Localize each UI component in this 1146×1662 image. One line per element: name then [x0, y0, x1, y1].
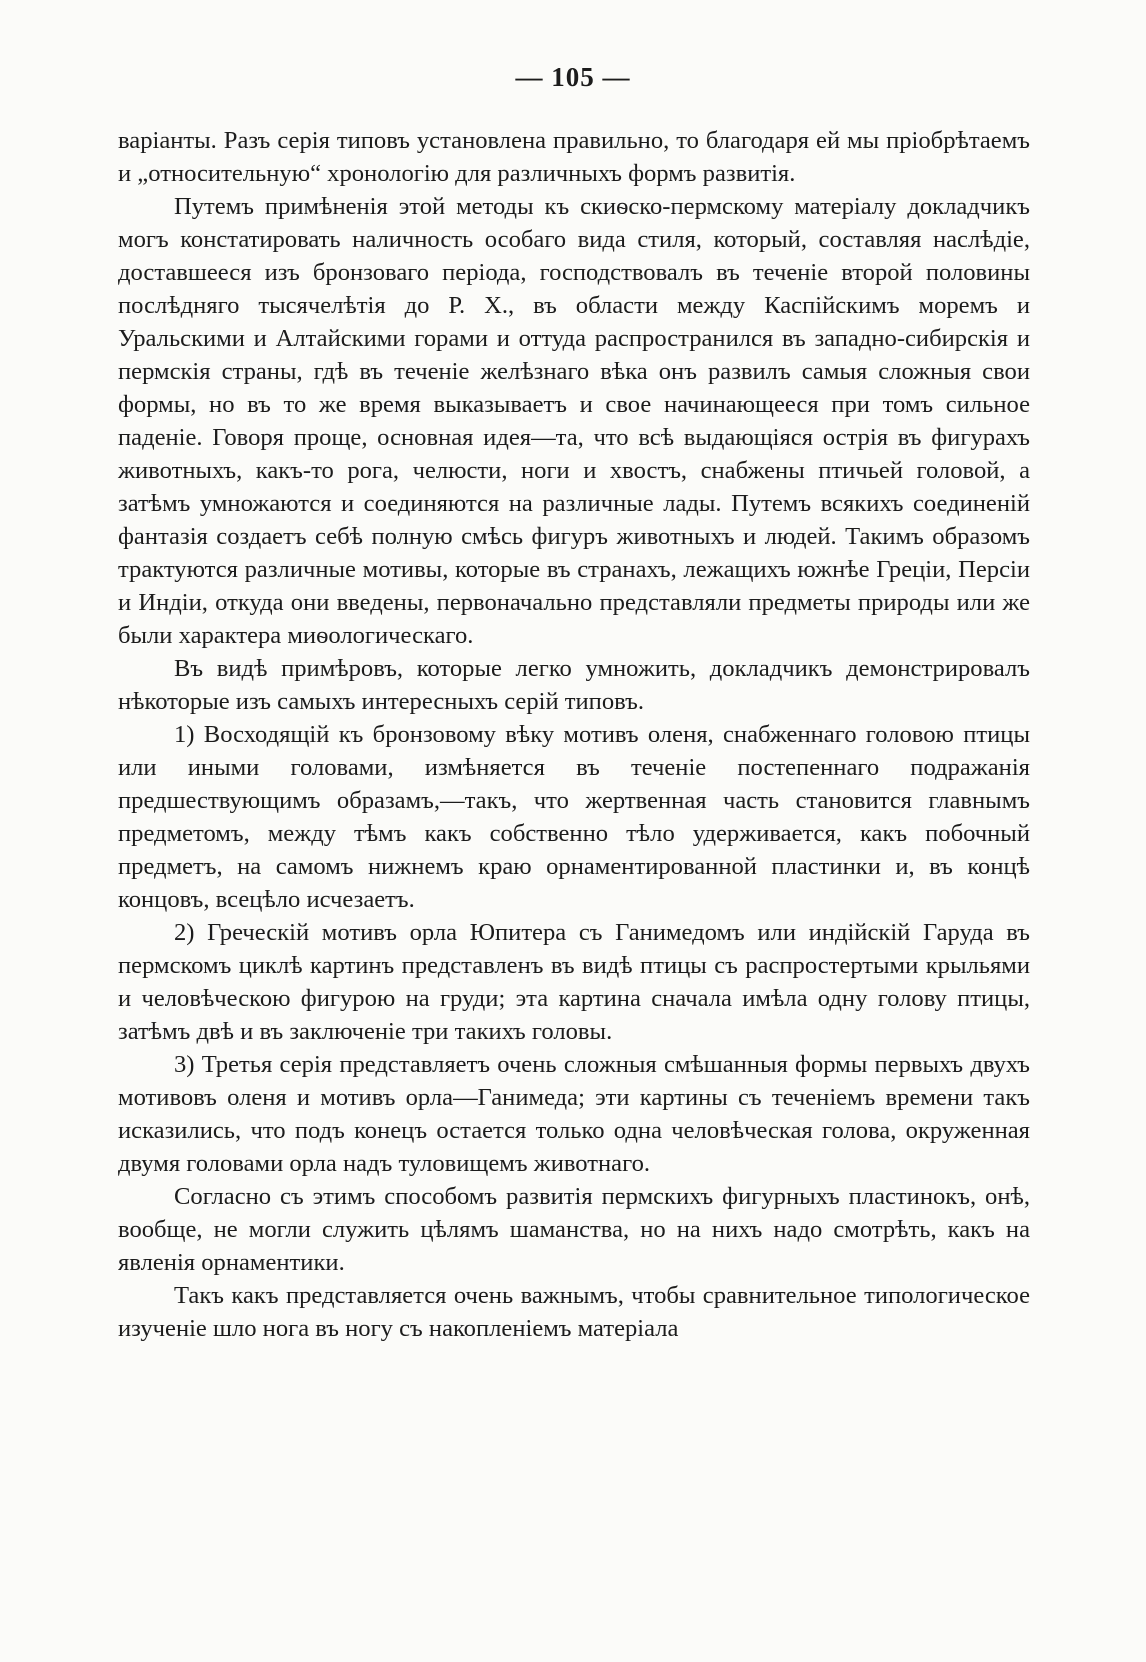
paragraph-3: Въ видѣ примѣровъ, которые легко умножить, докладчикъ демонстрировалъ нѣкоторые изъ самыхъ интересныхъ серій типовъ. [118, 655, 1030, 715]
list-item-1: 1) Восходящій къ бронзовому вѣку мотивъ оленя, снабженнаго головою птицы или иными головами, измѣняется въ теченіе постепеннаго подражанія предшествующимъ образамъ,—такъ, что жертвенная часть становится главнымъ предметомъ, между тѣмъ какъ собственно тѣло удерживается, какъ побочный предметъ, на самомъ нижнемъ краю орнаментированной пластинки и, въ концѣ концовъ, всецѣло исчезаетъ. [118, 721, 1030, 913]
list-item-3: 3) Третья серія представляетъ очень сложныя смѣшанныя формы первыхъ двухъ мотивовъ оленя и мотивъ орла—Ганимеда; эти картины съ теченіемъ времени такъ исказились, что подъ конецъ остается только одна человѣческая голова, окруженная двумя головами орла надъ туловищемъ животнаго. [118, 1051, 1030, 1177]
paragraph-1: варіанты. Разъ серія типовъ установлена правильно, то благодаря ей мы пріобрѣтаемъ и „относительную“ хронологію для различныхъ формъ развитія. [118, 127, 1030, 187]
body-text [118, 124, 1030, 1345]
paragraph-2: Путемъ примѣненія этой методы къ скиѳско-пермскому матеріалу докладчикъ могъ констатировать наличность особаго вида стиля, который, составляя наслѣдіе, доставшееся изъ бронзоваго періода, господствовалъ въ теченіе второй половины послѣдняго тысячелѣтія до Р. Х., въ области между Каспійскимъ моремъ и Уральскими и Алтайскими горами и оттуда распространился въ западно-сибирскія и пермскія страны, гдѣ въ теченіе желѣзнаго вѣка онъ развилъ самыя сложныя свои формы, но въ то же время выказываетъ и свое начинающееся при томъ сильное паденіе. Говоря проще, основная идея—та, что всѣ выдающіяся острія въ фигурахъ животныхъ, какъ-то рога, челюсти, ноги и хвостъ, снабжены птичьей головой, а затѣмъ умножаются и соединяются на различные лады. Путемъ всякихъ соединеній фантазія создаетъ себѣ полную смѣсь фигуръ животныхъ и людей. Такимъ образомъ трактуются различные мотивы, которые въ странахъ, лежащихъ южнѣе Греціи, Персіи и Индіи, откуда они введены, первоначально представляли предметы природы или же были характера миѳологическаго. [118, 193, 1030, 649]
page-number: — 105 — [515, 62, 631, 92]
list-item-2: 2) Греческій мотивъ орла Юпитера съ Ганимедомъ или индійскій Гаруда въ пермскомъ циклѣ картинъ представленъ въ видѣ птицы съ распростертыми крыльями и человѣческою фигурою на груди; эта картина сначала имѣла одну голову птицы, затѣмъ двѣ и въ заключеніе три такихъ головы. [118, 919, 1030, 1045]
paragraph-final: Такъ какъ представляется очень важнымъ, чтобы сравнительное типологическое изученіе шло нога въ ногу съ накопленіемъ матеріала [118, 1282, 1030, 1342]
paragraph-conclusion: Согласно съ этимъ способомъ развитія пермскихъ фигурныхъ пластинокъ, онѣ, вообще, не могли служить цѣлямъ шаманства, но на нихъ надо смотрѣть, какъ на явленія орнаментики. [118, 1183, 1030, 1276]
